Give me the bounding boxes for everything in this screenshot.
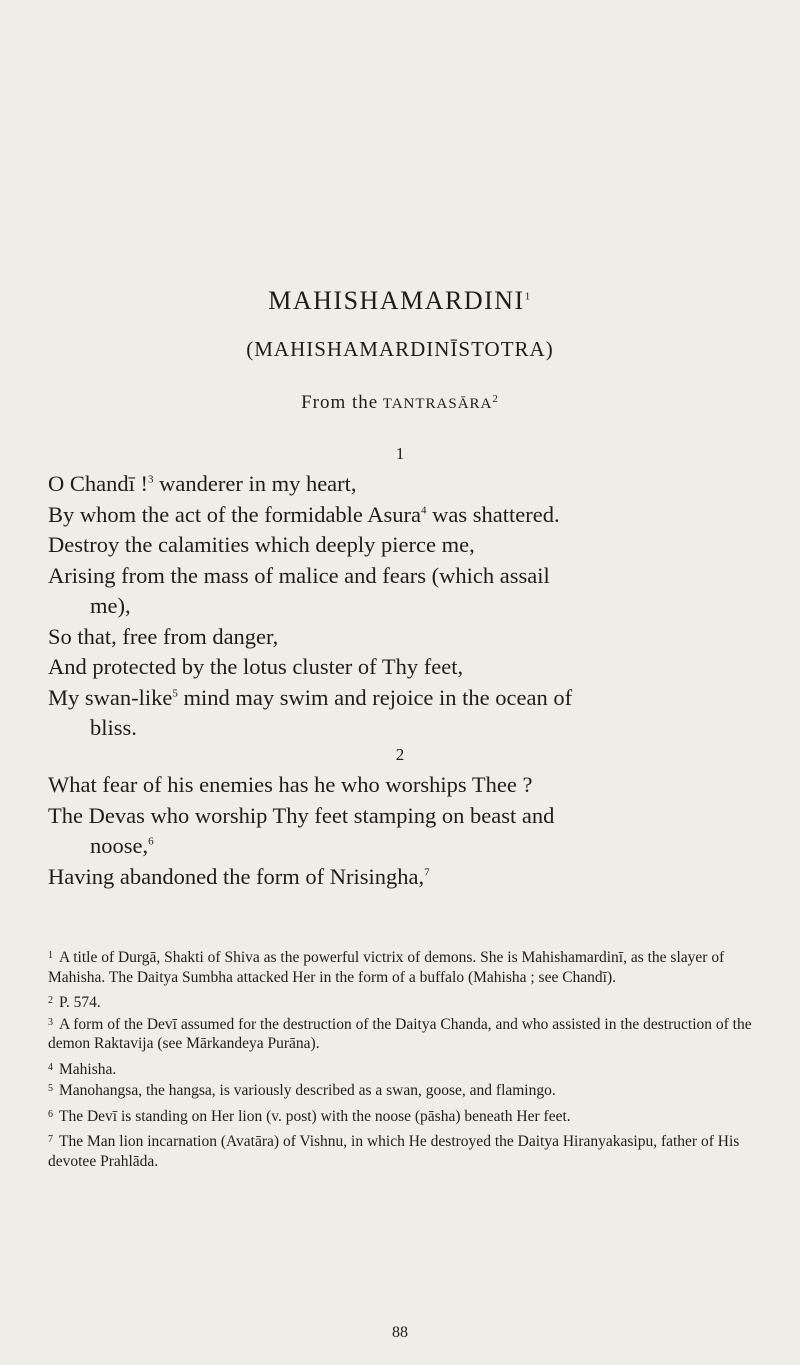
verse-line: So that, free from danger, — [48, 623, 279, 649]
verse-line: Arising from the mass of malice and fears (which assail — [48, 562, 550, 588]
footnote-marker: 5 — [172, 687, 178, 699]
stanza-2 — [48, 770, 778, 892]
footnote-3: $^3$ A form of the Devī assumed for the destruction of the Daitya Chanda, and who assisted in the destruction of the demon Raktavija (see Mārkandeya Purāna). — [48, 1015, 752, 1052]
verse-line: My swan-like$^5$ mind may swim and rejoice in the ocean of — [48, 684, 573, 710]
verse-line: Having abandoned the form of Nrisingha,$^7$ — [48, 863, 430, 889]
footnote-marker: 3 — [148, 473, 154, 486]
verse-line: bliss. — [90, 715, 137, 740]
source-line — [0, 392, 800, 414]
source-footnote-marker: 2 — [492, 393, 499, 405]
footnote-6: $^6$ The Devī is standing on Her lion (v. post) with the noose (pāsha) beneath Her feet. — [48, 1107, 571, 1125]
title-text: MAHISHAMARDINI — [268, 286, 525, 315]
verse-line: O Chandī !$^3$ wanderer in my heart, — [48, 471, 357, 496]
verse-line: And protected by the lotus cluster of Thy feet, — [48, 654, 464, 679]
verse-line: noose,$^6$ — [90, 833, 154, 858]
source-name: TANTRASĀRA — [382, 396, 493, 412]
footnote-5: $^5$ Manohangsa, the hangsa, is variously described as a swan, goose, and flamingo. — [48, 1082, 556, 1099]
verse-line: The Devas who worship Thy feet stamping on beast and — [48, 802, 555, 828]
verse-line: me), — [90, 593, 131, 618]
source-prefix: From the — [301, 392, 379, 413]
page-subtitle: (MAHISHAMARDINĪSTOTRA) — [246, 337, 554, 361]
page-number: 88 — [392, 1324, 408, 1341]
verse-line: What fear of his enemies has he who worships Thee ? — [48, 772, 533, 797]
verse-line: By whom the act of the formidable Asura$^4$ was shattered. — [48, 501, 560, 527]
footnotes — [48, 946, 778, 1171]
verse-line: Destroy the calamities which deeply pierce me, — [48, 532, 475, 557]
stanza-number-2: 2 — [395, 745, 405, 764]
title-footnote-marker: 1 — [524, 290, 532, 303]
footnote-marker: 4 — [421, 504, 427, 516]
footnote-1: $^1$ A title of Durgā, Shakti of Shiva as the powerful victrix of demons. She is Mahishamardinī, as the slayer of Mahisha. The Daitya Sumbha attacked Her in the form of a buffalo (Mahisha ; see Chandī). — [48, 949, 725, 986]
footnote-4: $^4$ Mahisha. — [48, 1060, 117, 1078]
stanza-1 — [48, 469, 778, 744]
footnote-marker: 6 — [148, 835, 154, 848]
footnote-7: $^7$ The Man lion incarnation (Avatāra) of Vishnu, in which He destroyed the Daitya Hiranyakasipu, father of His devotee Prahlāda. — [48, 1133, 740, 1170]
stanza-number-1: 1 — [395, 444, 405, 463]
footnote-2: $^2$ P. 574. — [48, 994, 101, 1011]
page-title — [0, 286, 800, 316]
footnote-marker: 7 — [424, 866, 430, 878]
